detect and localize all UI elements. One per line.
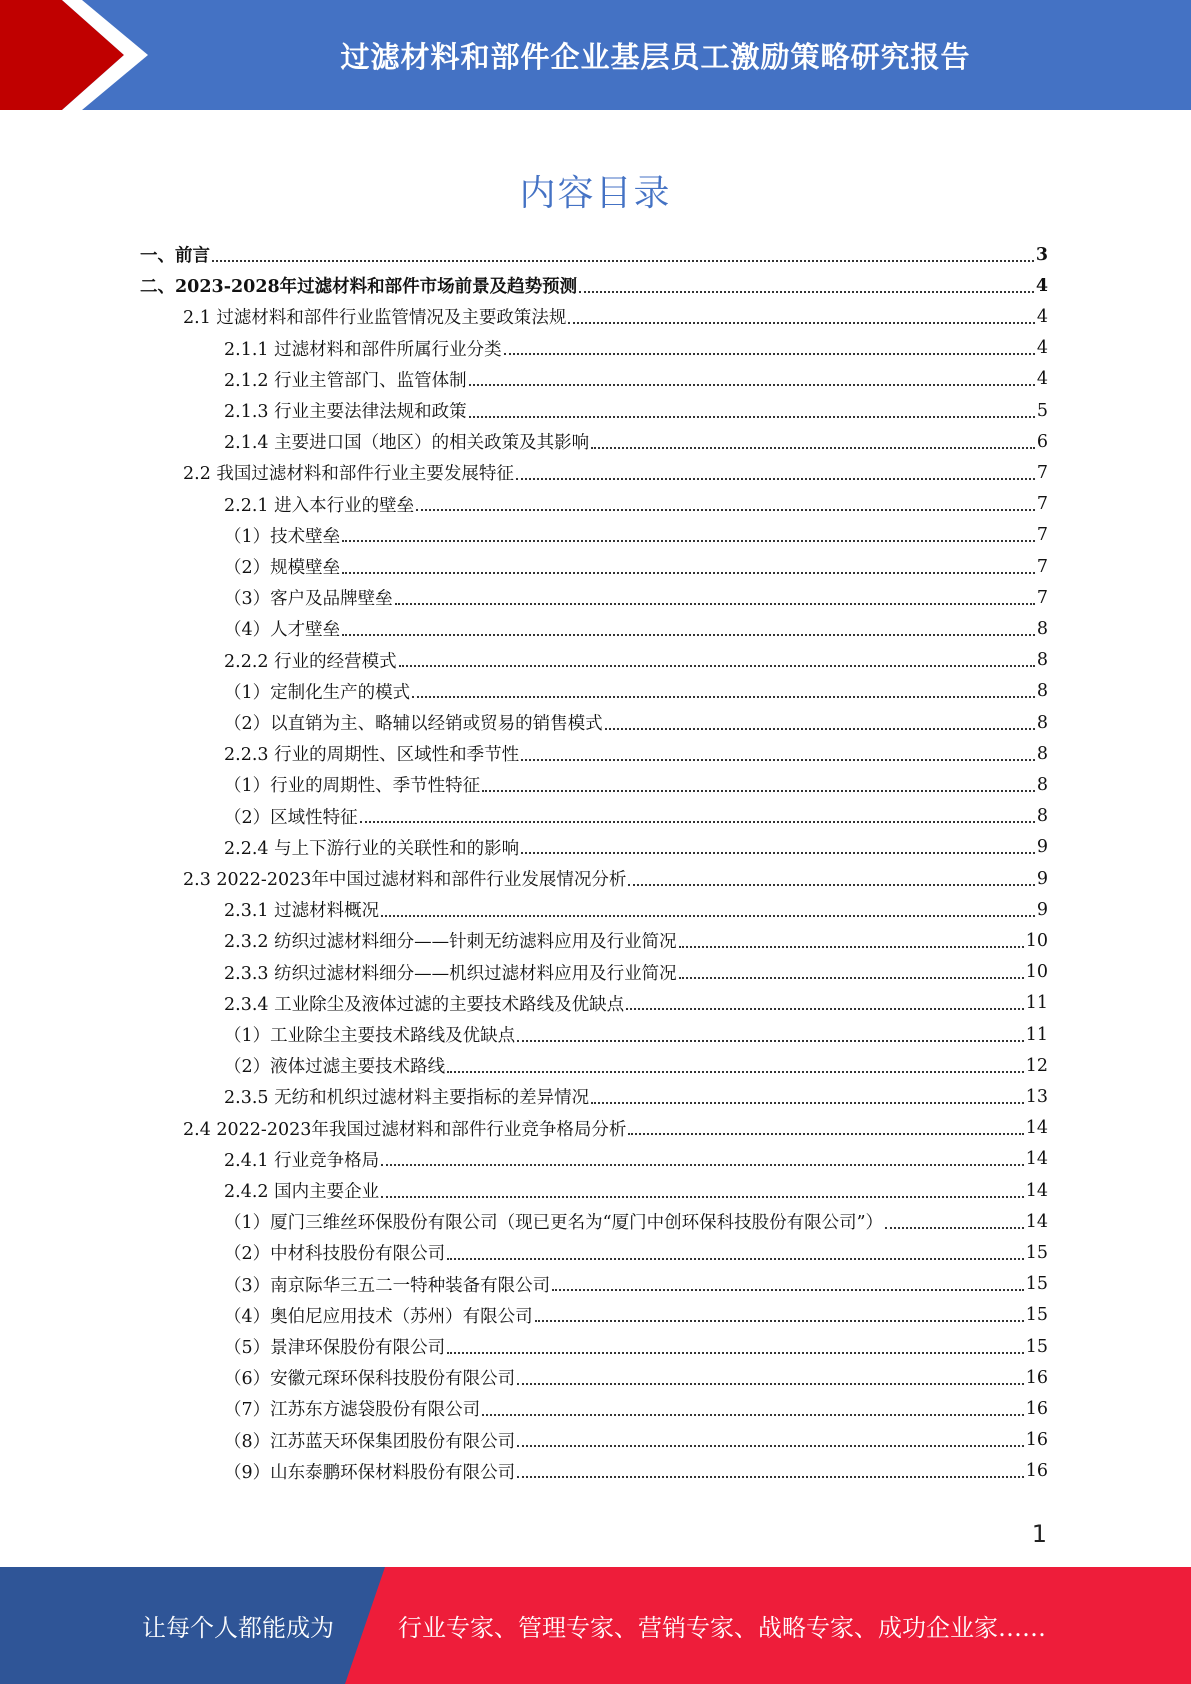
toc-leader-dots [679,959,1024,979]
toc-entry-page: 4 [1036,369,1048,390]
toc-entry-page: 11 [1025,993,1048,1014]
toc-entry[interactable] [183,1113,1048,1144]
toc-entry-label: （1）技术壁垒 [224,526,341,547]
toc-entry[interactable] [224,1050,1048,1081]
toc-leader-dots [342,522,1035,542]
toc-entry-page: 11 [1025,1024,1048,1045]
toc-entry-label: （2）液体过滤主要技术路线 [224,1057,446,1078]
toc-leader-dots [395,585,1035,605]
toc-entry-page: 7 [1036,462,1048,483]
toc-entry-page: 14 [1025,1118,1048,1139]
toc-entry-page: 16 [1025,1430,1048,1451]
report-title: 过滤材料和部件企业基层员工激励策略研究报告 [340,39,971,74]
toc-entry-page: 13 [1025,1086,1048,1107]
toc-entry-page: 9 [1036,837,1048,858]
toc-entry-label: （1）工业除尘主要技术路线及优缺点 [224,1026,516,1046]
toc-entry-label: （7）江苏东方滤袋股份有限公司 [224,1400,481,1421]
toc-entry-label: （3）客户及品牌壁垒 [224,589,393,610]
toc-entry-label: （2）以直销为主、略辅以经销或贸易的销售模式 [224,714,603,734]
toc-leader-dots [381,1146,1024,1166]
toc-entry-page: 15 [1025,1336,1048,1357]
toc-entry-label: 2.3.4 工业除尘及液体过滤的主要技术路线及优缺点 [224,994,625,1015]
toc-leader-dots [628,1115,1023,1135]
toc-entry[interactable] [224,1300,1048,1331]
toc-leader-dots [469,366,1035,386]
toc-entry[interactable] [224,957,1048,988]
toc-entry-page: 15 [1025,1242,1048,1263]
toc-entry-page: 12 [1025,1055,1048,1076]
toc-entry-page: 6 [1036,431,1048,452]
toc-entry-page: 7 [1036,587,1048,608]
toc-entry[interactable] [224,769,1048,800]
toc-entry-label: （4）奥伯尼应用技术（苏州）有限公司 [224,1306,533,1327]
toc-entry-label: 2.1.2 行业主管部门、监管体制 [224,370,467,391]
toc-leader-dots [469,398,1035,418]
toc-entry-page: 14 [1025,1149,1048,1170]
toc-entry-page: 5 [1036,400,1048,421]
footer-slogan: 让每个人都能成为 [142,1614,334,1642]
toc-entry-label: （4）人才壁垒 [224,620,341,641]
toc-leader-dots [482,1396,1024,1416]
toc-entry-page: 15 [1025,1274,1048,1295]
toc-entry-label: 2.1.1 过滤材料和部件所属行业分类 [224,339,502,360]
toc-entry-page: 16 [1025,1398,1048,1419]
toc-leader-dots [517,1365,1024,1385]
toc-leader-dots [342,554,1035,574]
toc-entry-label: （2）区域性特征 [224,807,358,828]
toc-leader-dots [591,1084,1024,1104]
toc-entry-label: 2.2.3 行业的周期性、区域性和季节性 [224,745,520,766]
toc-entry-page: 10 [1025,962,1048,983]
toc-entry-label: 2.3.1 过滤材料概况 [224,901,380,922]
toc-entry-page: 8 [1036,806,1048,827]
toc-leader-dots [482,772,1035,792]
toc-entry-page: 16 [1025,1367,1048,1388]
toc-leader-dots [628,866,1034,886]
toc-leader-dots [885,1209,1024,1229]
toc-leader-dots [579,273,1034,293]
toc-entry[interactable] [224,1269,1048,1300]
toc-entry-label: 2.1 过滤材料和部件行业监管情况及主要政策法规 [183,308,567,329]
toc-entry[interactable] [224,1144,1048,1175]
toc-leader-dots [552,1271,1024,1291]
toc-entry-page: 14 [1025,1180,1048,1201]
toc-entry-label: 2.2 我国过滤材料和部件行业主要发展特征 [183,464,514,485]
toc-leader-dots [412,678,1035,698]
toc-entry-label: （2）中材科技股份有限公司 [224,1244,446,1265]
toc-leader-dots [626,990,1024,1010]
toc-entry-page: 3 [1035,244,1048,265]
toc-leader-dots [517,1427,1024,1447]
toc-entry[interactable] [224,551,1048,582]
toc-entry[interactable] [224,925,1048,956]
footer-tagline: 行业专家、管理专家、营销专家、战略专家、成功企业家…… [398,1614,1046,1642]
toc-entry[interactable] [224,1081,1048,1112]
toc-entry-label: 2.2.4 与上下游行业的关联性和的影响 [224,838,520,859]
toc-entry-page: 8 [1036,743,1048,764]
toc-leader-dots [342,616,1035,636]
toc-leader-dots [447,1334,1024,1354]
page-number: 1 [1031,1520,1047,1548]
toc-entry-page: 9 [1036,868,1048,889]
toc-entry-label: 2.3 2022-2023年中国过滤材料和部件行业发展情况分析 [183,870,627,890]
toc-entry-label: 一、前言 [140,246,210,266]
toc-entry-page: 8 [1036,712,1048,733]
toc-entry-label: 2.4 2022-2023年我国过滤材料和部件行业竞争格局分析 [183,1119,627,1140]
toc-entry-label: 2.4.2 国内主要企业 [224,1182,380,1202]
toc-entry-page: 8 [1036,650,1048,671]
toc-entry-page: 16 [1025,1461,1048,1482]
toc-entry-label: （6）安徽元琛环保科技股份有限公司 [224,1369,516,1390]
toc-entry-label: 2.2.2 行业的经营模式 [224,651,397,672]
toc-leader-dots [535,1302,1024,1322]
toc-leader-dots [447,1240,1024,1260]
toc-entry[interactable] [224,613,1048,644]
report-header [0,0,1191,110]
toc-entry[interactable] [224,333,1048,364]
toc-entry-page: 7 [1036,525,1048,546]
toc-entry[interactable] [224,1175,1048,1206]
toc-entry[interactable] [183,863,1048,894]
toc-entry[interactable] [224,676,1048,707]
red-chevron-logo [0,0,160,110]
toc-leader-dots [517,1458,1024,1478]
toc-entry[interactable] [224,801,1048,832]
toc-entry[interactable] [224,489,1048,520]
toc-entry[interactable] [224,1456,1048,1487]
toc-entry[interactable] [224,1019,1048,1050]
toc-leader-dots [399,647,1035,667]
toc-entry[interactable] [224,738,1048,769]
toc-leader-dots [504,335,1035,355]
toc-entry-label: （1）厦门三维丝环保股份有限公司（现已更名为“厦门中创环保科技股份有限公司”） [224,1213,884,1234]
toc-entry[interactable] [224,988,1048,1019]
toc-entry[interactable] [224,832,1048,863]
toc-entry-page: 10 [1025,930,1048,951]
toc-leader-dots [517,1022,1024,1042]
toc-leader-dots [360,803,1035,823]
toc-entry-label: （5）景津环保股份有限公司 [224,1338,446,1358]
toc-entry[interactable] [224,1237,1048,1268]
toc-entry[interactable] [224,1206,1048,1237]
toc-entry-label: 2.3.2 纺织过滤材料细分——针刺无纺滤料应用及行业简况 [224,932,677,953]
toc-leader-dots [381,897,1035,917]
toc-entry-label: 2.2.1 进入本行业的壁垒 [224,495,415,516]
toc-entry[interactable] [224,894,1048,925]
toc-leader-dots [568,304,1034,324]
toc-entry-page: 8 [1036,618,1048,639]
toc-entry-label: （8）江苏蓝天环保集团股份有限公司 [224,1431,516,1452]
toc-entry-label: 2.4.1 行业竞争格局 [224,1150,380,1171]
toc-entry[interactable] [224,364,1048,395]
toc-entry-page: 7 [1036,556,1048,577]
toc-entry[interactable] [224,395,1048,426]
toc-entry[interactable] [224,426,1048,457]
toc-entry[interactable] [183,457,1048,488]
toc-entry[interactable] [224,645,1048,676]
toc-heading: 内容目录 [519,173,672,214]
toc-leader-dots [679,928,1024,948]
toc-leader-dots [521,834,1035,854]
toc-leader-dots [212,242,1034,262]
toc-entry[interactable] [224,520,1048,551]
toc-entry-page: 8 [1036,681,1048,702]
toc-entry-page: 9 [1036,899,1048,920]
toc-entry-page: 15 [1025,1305,1048,1326]
toc-entry-label: （1）行业的周期性、季节性特征 [224,776,481,797]
toc-entry[interactable] [140,270,1048,301]
toc-leader-dots [447,1053,1024,1073]
toc-leader-dots [605,710,1035,730]
toc-entry-page: 4 [1036,338,1048,359]
toc-leader-dots [516,460,1035,480]
toc-entry-label: 2.3.5 无纺和机织过滤材料主要指标的差异情况 [224,1088,590,1109]
toc-entry[interactable] [224,1362,1048,1393]
toc-entry-label: 2.1.3 行业主要法律法规和政策 [224,402,467,422]
toc-entry-label: （2）规模壁垒 [224,558,341,578]
toc-entry-page: 7 [1036,494,1048,515]
toc-entry[interactable] [140,239,1048,270]
toc-leader-dots [591,429,1035,449]
toc-entry[interactable] [224,1393,1048,1424]
toc-leader-dots [521,741,1035,761]
toc-entry-page: 8 [1036,774,1048,795]
toc-entry-page: 4 [1035,275,1048,296]
toc-entry-label: 二、2023-2028年过滤材料和部件市场前景及趋势预测 [140,277,578,298]
toc-entry-page: 14 [1025,1211,1048,1232]
toc-entry[interactable] [224,1425,1048,1456]
toc-entry-label: （9）山东泰鹏环保材料股份有限公司 [224,1462,516,1483]
toc-leader-dots [416,491,1035,511]
toc-entry[interactable] [224,1331,1048,1362]
toc-entry-page: 4 [1036,306,1048,327]
toc-entry[interactable] [224,707,1048,738]
toc-entry-label: （3）南京际华三五二一特种装备有限公司 [224,1275,551,1296]
toc-entry-label: 2.1.4 主要进口国（地区）的相关政策及其影响 [224,433,590,454]
toc-entry[interactable] [224,582,1048,613]
toc-entry-label: 2.3.3 纺织过滤材料细分——机织过滤材料应用及行业简况 [224,963,677,984]
footer-banner [0,1567,1191,1684]
toc-entry[interactable] [183,301,1048,332]
toc-entry-label: （1）定制化生产的模式 [224,682,411,703]
toc-leader-dots [381,1178,1024,1198]
